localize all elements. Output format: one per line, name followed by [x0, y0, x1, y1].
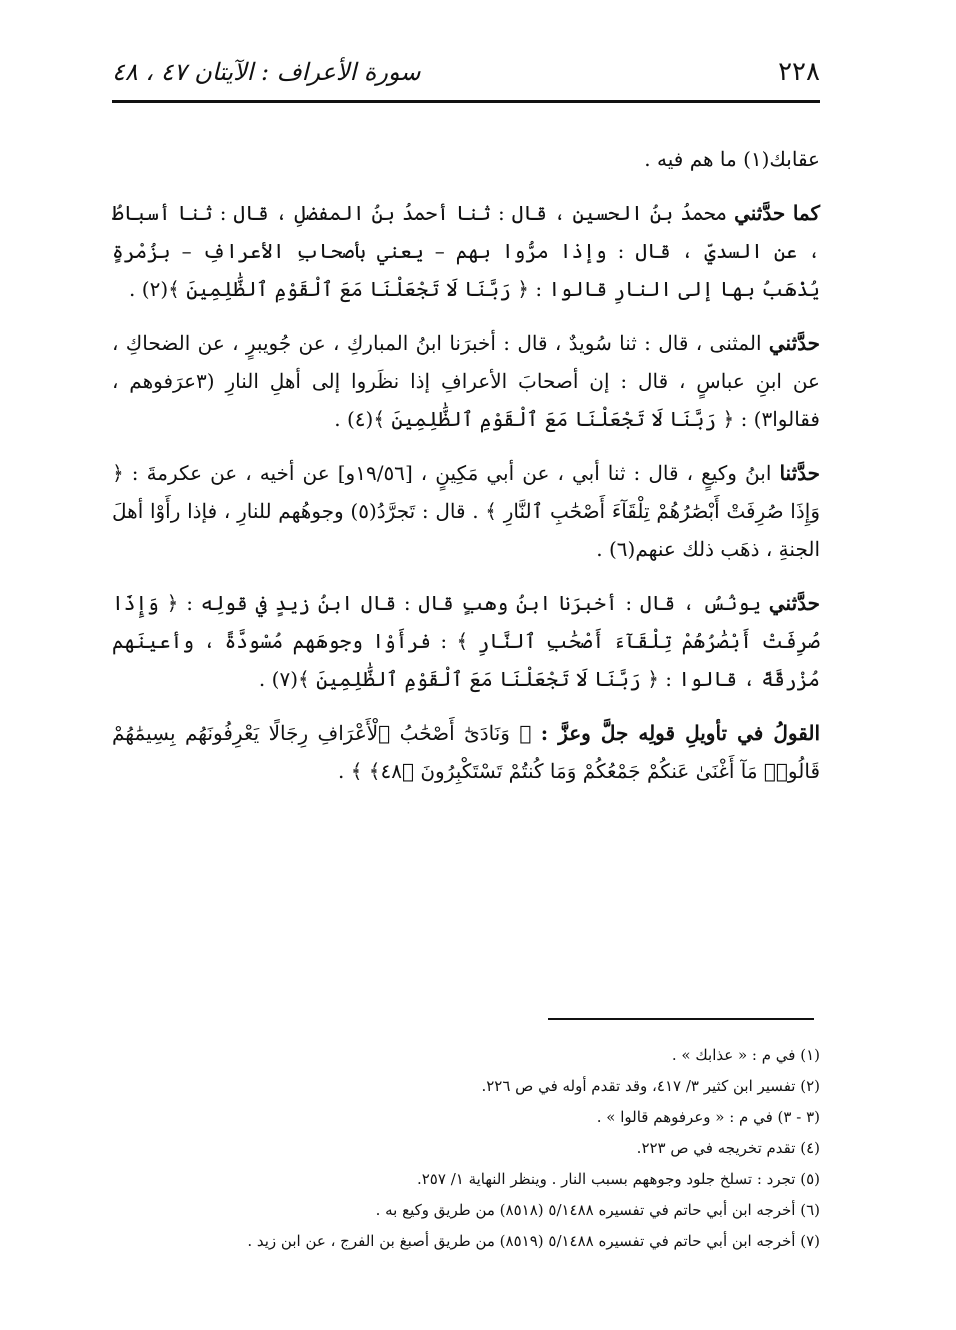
footnote: (٤) تقدم تخريجه في ص ٢٢٣.	[636, 1139, 820, 1157]
header-rule	[112, 100, 820, 103]
footnote: (٣ - ٣) في م : « وعرفوهم قالوا » .	[596, 1108, 820, 1126]
page-number: ٢٢٨	[778, 57, 820, 87]
paragraph: القولُ في تأويلِ قولِه جلَّ وعزَّ : ﴿ وَنَادَىٰٓ أَصْحَٰبُ ٱلْأَعْرَافِ رِجَالًا يَعْرِفُونَهُم بِسِيمَٰهُمْ قَالُوا۟ مَآ أَغْنَىٰ عَنكُمْ جَمْعُكُمْ وَمَا كُنتُمْ تَسْتَكْبِرُونَ ﴿٤٨﴾ ﴾ .	[112, 721, 820, 783]
footnote: (٥) تجرد : تسلخ جلود وجوههم بسبب النار . وينظر النهاية ١/ ٢٥٧.	[416, 1170, 820, 1188]
paragraph: حدَّثنا ابنُ وكيعٍ ، قال : ثنا أبي ، عن أبي مَكِينٍ ، [١٩/٥٦و] عن أخيه ، عن عكرمةَ : ﴿ وَإِذَا صُرِفَتْ أَبْصَٰرُهُمْ تِلْقَآءَ أَصْحَٰبِ ٱلنَّارِ ﴾ . قال : تَجرَّدُ(٥) وجوهُهم للنارِ ، فإذا رأَوْا أهلَ الجنةِ ، ذهَب ذلك عنهم(٦) .	[112, 461, 820, 561]
footnote: (٧) أخرجه ابن أبي حاتم في تفسيره ٥/١٤٨٨ (٨٥١٩) من طريق أصبغ بن الفرج ، عن ابن زيد .	[247, 1232, 820, 1250]
paragraph: عقابك(١) ما هم فيه .	[644, 147, 820, 171]
main-text	[112, 140, 820, 806]
paragraph: كما حدَّثني محمدُ بنُ الحسينِ ، قال : ثنا أحمدُ بنُ المفضلِ ، قال : ثنا أسباطُ ، عن السديِّ ، قال : وإذا مرُّوا بهم – يعني بأصحابِ الأعرافِ – بزُمْرةٍ يُذْهَبُ بها إلى النارِ قالوا : ﴿ رَبَّنَا لَا تَجْعَلْنَا مَعَ ٱلْقَوْمِ ٱلظَّٰلِمِينَ ﴾(٢) .	[112, 201, 820, 301]
footnote: (٢) تفسير ابن كثير ٣/ ٤١٧، وقد تقدم أوله في ص ٢٢٦.	[481, 1077, 820, 1095]
paragraph: حدَّثني يونُسُ ، قال : أخبرَنا ابنُ وهبٍ قال : قال ابنُ زيدٍ في قولِه : ﴿ وَإِذَا صُرِفَتْ أَبْصَٰرُهُمْ تِلْقَآءَ أَصْحَٰبِ ٱلنَّارِ ﴾ : فرأَوْا وجوهَهم مُسْودَّةً ، وأعينَهم مُزْرقَّةً ، قالوا : ﴿ رَبَّنَا لَا تَجْعَلْنَا مَعَ ٱلْقَوْمِ ٱلظَّٰلِمِينَ ﴾(٧) .	[112, 591, 820, 691]
footnotes	[112, 1040, 820, 1257]
paragraph: حدَّثني المثنى ، قال : ثنا سُويدٌ ، قال : أخبرَنا ابنُ المباركِ ، عن جُويبرٍ ، عن الضحاكِ ، عن ابنِ عباسٍ ، قال : إن أصحابَ الأعرافِ إذا نظَروا إلى أهلِ النارِ (٣عرَفوهم ، فقالوا٣) : ﴿ رَبَّنَا لَا تَجْعَلْنَا مَعَ ٱلْقَوْمِ ٱلظَّٰلِمِينَ ﴾(٤) .	[112, 331, 820, 431]
running-header	[112, 52, 820, 92]
header-title: سورة الأعراف : الآيتان ٤٧ ، ٤٨	[112, 58, 421, 86]
footnote: (٦) أخرجه ابن أبي حاتم في تفسيره ٥/١٤٨٨ (٨٥١٨) من طريق وكيع به .	[375, 1201, 820, 1219]
footnote: (١) في م : « عذابك » .	[671, 1046, 820, 1064]
footnote-rule	[548, 1018, 814, 1020]
